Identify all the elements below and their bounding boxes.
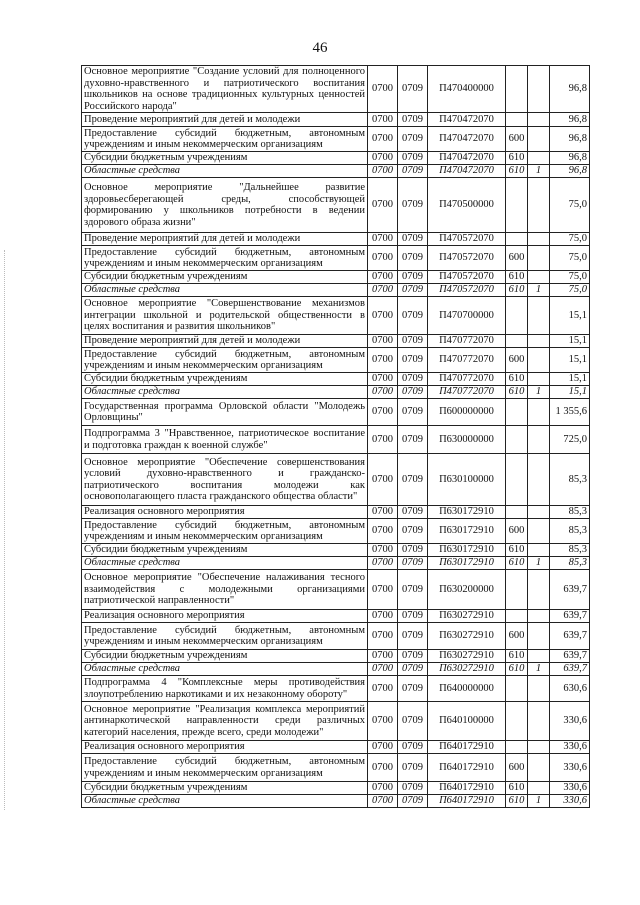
table-row [82, 271, 590, 284]
row-expense-type [506, 399, 528, 426]
row-source [528, 297, 550, 335]
row-target-article: П640172910 [428, 754, 506, 782]
row-expense-type: 610 [506, 165, 528, 178]
row-source [528, 702, 550, 741]
row-source [528, 610, 550, 623]
table-row [82, 335, 590, 348]
row-expense-type: 610 [506, 386, 528, 399]
row-section: 0700 [368, 570, 398, 610]
row-expense-type: 610 [506, 271, 528, 284]
row-target-article: П630172910 [428, 544, 506, 557]
row-amount: 630,6 [550, 676, 590, 702]
row-subsection: 0709 [398, 506, 428, 519]
row-target-article: П470572070 [428, 233, 506, 246]
row-subsection: 0709 [398, 246, 428, 271]
row-amount: 639,7 [550, 663, 590, 676]
row-source [528, 741, 550, 754]
row-section: 0700 [368, 663, 398, 676]
table-row [82, 754, 590, 782]
row-target-article: П470472070 [428, 165, 506, 178]
row-subsection: 0709 [398, 178, 428, 233]
row-expense-type [506, 113, 528, 127]
row-expense-type [506, 506, 528, 519]
row-subsection: 0709 [398, 650, 428, 663]
row-expense-type: 610 [506, 650, 528, 663]
table-row [82, 348, 590, 373]
row-amount: 96,8 [550, 113, 590, 127]
row-target-article: П640172910 [428, 741, 506, 754]
row-target-article: П470572070 [428, 284, 506, 297]
table-row [82, 246, 590, 271]
row-amount: 75,0 [550, 233, 590, 246]
row-source [528, 152, 550, 165]
row-expense-type: 600 [506, 246, 528, 271]
table-row [82, 152, 590, 165]
table-row [82, 570, 590, 610]
row-name: Проведение мероприятий для детей и молодежи [82, 233, 368, 246]
row-subsection: 0709 [398, 165, 428, 178]
row-name: Основное мероприятие "Обеспечение совершенствования условий духовно-нравственного и гражданско-патриотического воспитания молодежи как основополагающего пласта гражданского общества области" [82, 454, 368, 506]
row-name: Реализация основного мероприятия [82, 610, 368, 623]
row-amount: 639,7 [550, 610, 590, 623]
row-source: 1 [528, 795, 550, 808]
row-amount: 1 355,6 [550, 399, 590, 426]
table-row [82, 676, 590, 702]
row-subsection: 0709 [398, 233, 428, 246]
row-target-article: П630272910 [428, 610, 506, 623]
row-expense-type: 610 [506, 557, 528, 570]
row-amount: 639,7 [550, 570, 590, 610]
row-source [528, 335, 550, 348]
row-amount: 75,0 [550, 284, 590, 297]
row-target-article: П600000000 [428, 399, 506, 426]
row-source [528, 113, 550, 127]
row-target-article: П470472070 [428, 127, 506, 152]
row-section: 0700 [368, 113, 398, 127]
table-row [82, 113, 590, 127]
row-target-article: П630172910 [428, 519, 506, 544]
row-target-article: П470472070 [428, 113, 506, 127]
row-amount: 75,0 [550, 271, 590, 284]
row-section: 0700 [368, 152, 398, 165]
row-source [528, 271, 550, 284]
row-name: Субсидии бюджетным учреждениям [82, 650, 368, 663]
row-expense-type: 610 [506, 663, 528, 676]
row-subsection: 0709 [398, 348, 428, 373]
row-source [528, 348, 550, 373]
row-target-article: П470572070 [428, 246, 506, 271]
table-row [82, 557, 590, 570]
row-name: Проведение мероприятий для детей и молодежи [82, 335, 368, 348]
row-source: 1 [528, 663, 550, 676]
row-section: 0700 [368, 754, 398, 782]
row-section: 0700 [368, 284, 398, 297]
row-subsection: 0709 [398, 399, 428, 426]
row-expense-type: 610 [506, 152, 528, 165]
table-row [82, 741, 590, 754]
page-number: 46 [312, 40, 328, 56]
row-amount: 330,6 [550, 795, 590, 808]
row-expense-type: 600 [506, 623, 528, 650]
row-subsection: 0709 [398, 676, 428, 702]
row-name: Основное мероприятие "Совершенствование механизмов интеграции школьной и родительской общественности в целях воспитания и развития школьников" [82, 297, 368, 335]
row-target-article: П630272910 [428, 623, 506, 650]
row-expense-type [506, 676, 528, 702]
binding-edge-marks [4, 250, 13, 810]
row-subsection: 0709 [398, 702, 428, 741]
row-section: 0700 [368, 246, 398, 271]
table-row [82, 544, 590, 557]
row-subsection: 0709 [398, 570, 428, 610]
row-name: Реализация основного мероприятия [82, 741, 368, 754]
row-target-article: П470572070 [428, 271, 506, 284]
row-subsection: 0709 [398, 663, 428, 676]
row-subsection: 0709 [398, 795, 428, 808]
row-source [528, 399, 550, 426]
row-amount: 330,6 [550, 702, 590, 741]
row-section: 0700 [368, 519, 398, 544]
row-name: Предоставление субсидий бюджетным, автономным учреждениям и иным некоммерческим организациям [82, 623, 368, 650]
row-amount: 330,6 [550, 741, 590, 754]
row-source [528, 782, 550, 795]
row-name: Предоставление субсидий бюджетным, автономным учреждениям и иным некоммерческим организациям [82, 754, 368, 782]
row-name: Областные средства [82, 165, 368, 178]
row-target-article: П470772070 [428, 335, 506, 348]
row-name: Областные средства [82, 663, 368, 676]
row-section: 0700 [368, 795, 398, 808]
table-row [82, 399, 590, 426]
row-subsection: 0709 [398, 754, 428, 782]
row-name: Предоставление субсидий бюджетным, автономным учреждениям и иным некоммерческим организациям [82, 127, 368, 152]
table-row [82, 426, 590, 454]
row-expense-type [506, 741, 528, 754]
row-name: Субсидии бюджетным учреждениям [82, 152, 368, 165]
table-row [82, 610, 590, 623]
row-section: 0700 [368, 702, 398, 741]
row-section: 0700 [368, 348, 398, 373]
row-name: Предоставление субсидий бюджетным, автономным учреждениям и иным некоммерческим организациям [82, 348, 368, 373]
row-name: Государственная программа Орловской области "Молодежь Орловщины" [82, 399, 368, 426]
row-expense-type: 610 [506, 782, 528, 795]
row-name: Основное мероприятие "Обеспечение налаживания тесного взаимодействия с молодежными организациями патриотической направленности" [82, 570, 368, 610]
row-target-article: П470772070 [428, 373, 506, 386]
row-source [528, 544, 550, 557]
row-section: 0700 [368, 66, 398, 113]
row-name: Субсидии бюджетным учреждениям [82, 544, 368, 557]
row-target-article: П470772070 [428, 386, 506, 399]
row-section: 0700 [368, 557, 398, 570]
row-section: 0700 [368, 297, 398, 335]
row-subsection: 0709 [398, 782, 428, 795]
row-target-article: П640172910 [428, 782, 506, 795]
row-source [528, 426, 550, 454]
row-expense-type: 610 [506, 795, 528, 808]
table-row [82, 454, 590, 506]
row-name: Областные средства [82, 284, 368, 297]
row-source [528, 66, 550, 113]
row-subsection: 0709 [398, 66, 428, 113]
row-name: Подпрограмма 3 "Нравственное, патриотическое воспитание и подготовка граждан к военной службе" [82, 426, 368, 454]
row-target-article: П640172910 [428, 795, 506, 808]
table-row [82, 519, 590, 544]
row-name: Областные средства [82, 386, 368, 399]
row-name: Предоставление субсидий бюджетным, автономным учреждениям и иным некоммерческим организациям [82, 519, 368, 544]
row-target-article: П630000000 [428, 426, 506, 454]
row-section: 0700 [368, 335, 398, 348]
row-source [528, 623, 550, 650]
row-expense-type [506, 66, 528, 113]
row-target-article: П630100000 [428, 454, 506, 506]
row-subsection: 0709 [398, 610, 428, 623]
row-section: 0700 [368, 454, 398, 506]
row-expense-type [506, 454, 528, 506]
row-amount: 96,8 [550, 66, 590, 113]
row-amount: 725,0 [550, 426, 590, 454]
row-name: Подпрограмма 4 "Комплексные меры противодействия злоупотреблению наркотиками и их незаконному обороту" [82, 676, 368, 702]
row-expense-type: 610 [506, 284, 528, 297]
row-amount: 639,7 [550, 650, 590, 663]
row-amount: 15,1 [550, 348, 590, 373]
row-name: Основное мероприятие "Дальнейшее развитие здоровьесберегающей среды, способствующей формированию у школьников потребности в ведении здорового образа жизни" [82, 178, 368, 233]
row-source: 1 [528, 165, 550, 178]
row-expense-type [506, 233, 528, 246]
row-name: Проведение мероприятий для детей и молодежи [82, 113, 368, 127]
row-source [528, 519, 550, 544]
row-source [528, 246, 550, 271]
row-amount: 96,8 [550, 127, 590, 152]
row-subsection: 0709 [398, 454, 428, 506]
row-source [528, 506, 550, 519]
table-row [82, 127, 590, 152]
row-target-article: П470772070 [428, 348, 506, 373]
row-expense-type [506, 610, 528, 623]
row-amount: 85,3 [550, 557, 590, 570]
row-expense-type: 600 [506, 127, 528, 152]
row-target-article: П470700000 [428, 297, 506, 335]
table-row [82, 373, 590, 386]
row-section: 0700 [368, 178, 398, 233]
row-name: Реализация основного мероприятия [82, 506, 368, 519]
row-source [528, 454, 550, 506]
row-section: 0700 [368, 373, 398, 386]
row-source [528, 570, 550, 610]
row-section: 0700 [368, 506, 398, 519]
row-name: Основное мероприятие "Создание условий для полноценного духовно-нравственного и патриотического воспитания школьников на основе традиционных культурных ценностей Российского народа" [82, 66, 368, 113]
row-amount: 85,3 [550, 519, 590, 544]
row-section: 0700 [368, 623, 398, 650]
row-subsection: 0709 [398, 271, 428, 284]
table-row [82, 795, 590, 808]
table-row [82, 233, 590, 246]
row-section: 0700 [368, 782, 398, 795]
row-amount: 96,8 [550, 152, 590, 165]
table-row [82, 297, 590, 335]
row-target-article: П630172910 [428, 506, 506, 519]
row-subsection: 0709 [398, 544, 428, 557]
table-row [82, 702, 590, 741]
row-subsection: 0709 [398, 152, 428, 165]
row-name: Предоставление субсидий бюджетным, автономным учреждениям и иным некоммерческим организациям [82, 246, 368, 271]
row-subsection: 0709 [398, 373, 428, 386]
row-section: 0700 [368, 426, 398, 454]
row-source [528, 373, 550, 386]
row-name: Областные средства [82, 557, 368, 570]
row-name: Областные средства [82, 795, 368, 808]
row-amount: 639,7 [550, 623, 590, 650]
row-expense-type: 610 [506, 373, 528, 386]
row-target-article: П630200000 [428, 570, 506, 610]
row-expense-type [506, 178, 528, 233]
table-row [82, 386, 590, 399]
row-amount: 330,6 [550, 782, 590, 795]
row-amount: 75,0 [550, 178, 590, 233]
row-target-article: П630272910 [428, 663, 506, 676]
table-row [82, 623, 590, 650]
row-expense-type: 600 [506, 519, 528, 544]
row-expense-type [506, 426, 528, 454]
row-target-article: П470472070 [428, 152, 506, 165]
row-amount: 15,1 [550, 386, 590, 399]
row-target-article: П470500000 [428, 178, 506, 233]
table-row [82, 782, 590, 795]
row-amount: 96,8 [550, 165, 590, 178]
row-target-article: П630172910 [428, 557, 506, 570]
row-subsection: 0709 [398, 113, 428, 127]
table-row [82, 506, 590, 519]
row-subsection: 0709 [398, 557, 428, 570]
row-section: 0700 [368, 544, 398, 557]
row-name: Субсидии бюджетным учреждениям [82, 373, 368, 386]
row-source [528, 127, 550, 152]
row-section: 0700 [368, 386, 398, 399]
row-name: Основное мероприятие "Реализация комплекса мероприятий антинаркотической направленности среди различных категорий населения, прежде всего, среди молодежи" [82, 702, 368, 741]
row-amount: 85,3 [550, 454, 590, 506]
row-expense-type [506, 702, 528, 741]
row-section: 0700 [368, 233, 398, 246]
row-target-article: П470400000 [428, 66, 506, 113]
row-subsection: 0709 [398, 297, 428, 335]
budget-table-body [82, 66, 590, 808]
row-target-article: П640100000 [428, 702, 506, 741]
row-section: 0700 [368, 399, 398, 426]
row-target-article: П640000000 [428, 676, 506, 702]
row-subsection: 0709 [398, 741, 428, 754]
row-amount: 15,1 [550, 373, 590, 386]
row-subsection: 0709 [398, 127, 428, 152]
table-row [82, 650, 590, 663]
row-amount: 75,0 [550, 246, 590, 271]
table-row [82, 178, 590, 233]
row-amount: 85,3 [550, 544, 590, 557]
row-section: 0700 [368, 271, 398, 284]
row-section: 0700 [368, 650, 398, 663]
row-amount: 85,3 [550, 506, 590, 519]
row-source [528, 650, 550, 663]
row-amount: 15,1 [550, 335, 590, 348]
row-subsection: 0709 [398, 386, 428, 399]
row-source: 1 [528, 386, 550, 399]
table-row [82, 663, 590, 676]
row-subsection: 0709 [398, 519, 428, 544]
row-source: 1 [528, 284, 550, 297]
row-source [528, 233, 550, 246]
row-name: Субсидии бюджетным учреждениям [82, 271, 368, 284]
row-target-article: П630272910 [428, 650, 506, 663]
row-amount: 330,6 [550, 754, 590, 782]
row-section: 0700 [368, 127, 398, 152]
row-subsection: 0709 [398, 426, 428, 454]
row-subsection: 0709 [398, 284, 428, 297]
row-source [528, 178, 550, 233]
row-section: 0700 [368, 165, 398, 178]
row-name: Субсидии бюджетным учреждениям [82, 782, 368, 795]
budget-table [81, 65, 590, 808]
row-section: 0700 [368, 610, 398, 623]
row-expense-type [506, 335, 528, 348]
row-expense-type [506, 570, 528, 610]
row-expense-type: 610 [506, 544, 528, 557]
row-source [528, 676, 550, 702]
table-row [82, 66, 590, 113]
row-section: 0700 [368, 741, 398, 754]
row-expense-type [506, 297, 528, 335]
row-source [528, 754, 550, 782]
table-row [82, 284, 590, 297]
row-expense-type: 600 [506, 348, 528, 373]
row-expense-type: 600 [506, 754, 528, 782]
row-section: 0700 [368, 676, 398, 702]
row-source: 1 [528, 557, 550, 570]
row-subsection: 0709 [398, 623, 428, 650]
row-amount: 15,1 [550, 297, 590, 335]
table-row [82, 165, 590, 178]
row-subsection: 0709 [398, 335, 428, 348]
